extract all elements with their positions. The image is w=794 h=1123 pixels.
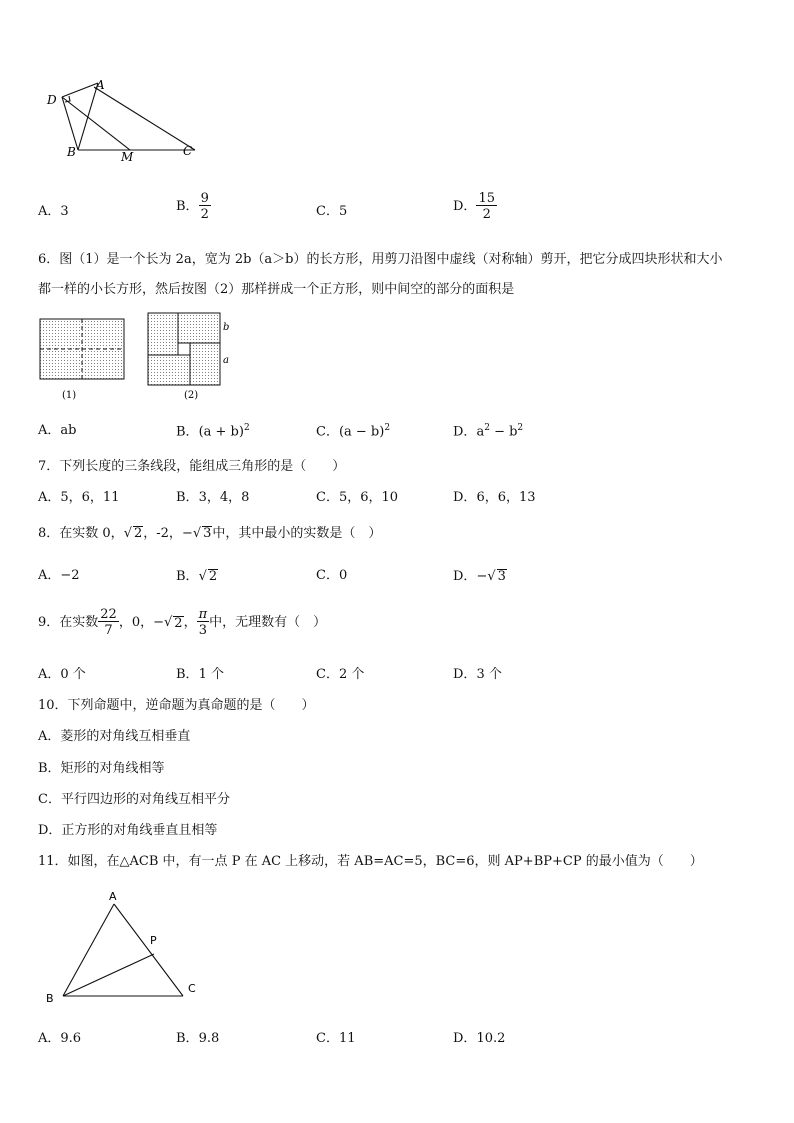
q10-option-a[interactable]: A．菱形的对角线互相垂直	[38, 729, 191, 744]
q6-option-a[interactable]: A．ab	[38, 423, 77, 438]
q5-figure	[40, 75, 210, 165]
line-A-B	[63, 904, 114, 996]
label-C: C	[183, 144, 193, 158]
label-B: B	[46, 992, 54, 1005]
fraction-pi-3: $\frac{\pi}{3}$	[198, 607, 208, 638]
fig1-caption: (1)	[62, 390, 77, 401]
q11-option-d[interactable]: D．10.2	[453, 1031, 506, 1046]
q9-option-d[interactable]: D．3 个	[453, 667, 502, 682]
q9-stem: 9．在实数 $\frac{22}{7}$ ，0，−√ 2， $\frac{\pi}{3}$ 中，无理数有（ ）	[38, 607, 327, 638]
label-D: D	[47, 93, 57, 107]
q7-option-d[interactable]: D．6，6，13	[453, 490, 536, 505]
fraction-22-7: $\frac{22}{7}$	[100, 607, 117, 638]
q9-option-a[interactable]: A．0 个	[38, 667, 86, 682]
q9-option-c[interactable]: C．2 个	[316, 667, 365, 682]
line-A-B	[78, 83, 98, 150]
label-A: A	[96, 78, 105, 92]
q7-option-a[interactable]: A．5，6，11	[38, 490, 120, 505]
label-P: P	[150, 934, 157, 947]
q5-option-c[interactable]: C．5	[316, 204, 348, 219]
q5-option-d[interactable]: D． $\frac{15}{2}$	[453, 191, 495, 222]
q11-stem: 11．如图，在△ACB 中，有一点 P 在 AC 上移动，若 AB=AC=5，BC=6，则 AP+BP+CP 的最小值为（ ）	[38, 854, 703, 869]
fraction: $\frac{15}{2}$	[478, 191, 495, 222]
q10-stem: 10．下列命题中，逆命题为真命题的是（ ）	[38, 698, 315, 713]
label-M: M	[121, 150, 134, 164]
line-D-A	[62, 83, 98, 97]
q10-option-b[interactable]: B．矩形的对角线相等	[38, 761, 165, 776]
q5-option-b[interactable]: B． $\frac{9}{2}$	[176, 191, 209, 222]
q6-figures	[36, 308, 246, 403]
q10-option-c[interactable]: C．平行四边形的对角线互相平分	[38, 792, 230, 807]
q6-stem-line1: 6．图（1）是一个长为 2a，宽为 2b（a＞b）的长方形，用剪刀沿图中虚线（对称轴）剪开，把它分成四块形状和大小	[38, 252, 723, 267]
q8-option-a[interactable]: A．−2	[38, 568, 80, 583]
q6-stem-line2: 都一样的小长方形，然后按图（2）那样拼成一个正方形，则中间空的部分的面积是	[38, 282, 515, 297]
line-D-B	[62, 97, 78, 150]
line-B-P	[63, 954, 154, 996]
label-A: A	[109, 890, 117, 903]
q8-option-b[interactable]: B．√ 2	[176, 569, 218, 584]
q7-option-c[interactable]: C．5，6，10	[316, 490, 399, 505]
q8-option-d[interactable]: D．−√ 3	[453, 569, 506, 584]
line-D-M	[62, 97, 130, 150]
q8-stem: 8．在实数 0，√ 2，-2，−√ 3中，其中最小的实数是（ ）	[38, 526, 382, 541]
q10-option-d[interactable]: D．正方形的对角线垂直且相等	[38, 823, 218, 838]
q8-option-c[interactable]: C．0	[316, 568, 348, 583]
q6-option-d[interactable]: D．$a^2 - b^2$	[453, 423, 524, 440]
q9-option-b[interactable]: B．1 个	[176, 667, 224, 682]
fraction: $\frac{9}{2}$	[200, 191, 209, 222]
fig2-label-b: b	[223, 322, 230, 333]
q5-option-a[interactable]: A．3	[38, 204, 69, 219]
line-A-C	[94, 87, 195, 150]
q7-option-b[interactable]: B．3，4，8	[176, 490, 250, 505]
fig2-label-a: a	[223, 355, 229, 366]
label-B: B	[67, 145, 76, 159]
fig2-caption: (2)	[184, 390, 199, 401]
q11-option-a[interactable]: A．9.6	[38, 1031, 82, 1046]
line-A-C	[114, 904, 183, 996]
right-angle-mark	[65, 96, 70, 102]
figure-2	[148, 313, 220, 385]
figure-1	[40, 319, 124, 379]
q11-figure	[40, 882, 210, 1007]
q7-stem: 7．下列长度的三条线段，能组成三角形的是（ ）	[38, 459, 346, 474]
q11-option-c[interactable]: C．11	[316, 1031, 356, 1046]
q6-option-c[interactable]: C．$(a - b)^2$	[316, 423, 391, 440]
label-C: C	[188, 982, 196, 995]
q11-option-b[interactable]: B．9.8	[176, 1031, 220, 1046]
q6-option-b[interactable]: B．$(a + b)^2$	[176, 423, 250, 440]
